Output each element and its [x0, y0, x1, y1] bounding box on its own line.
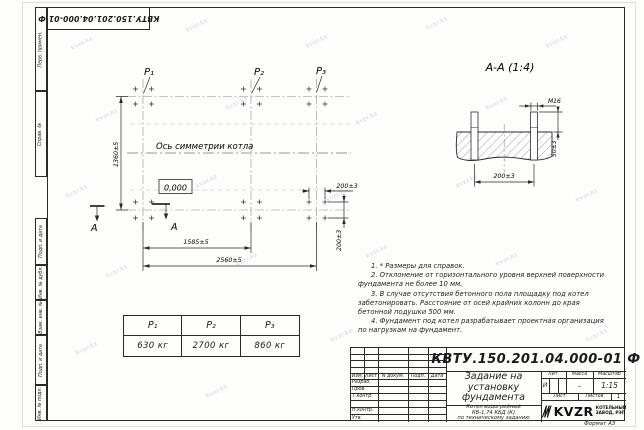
col-header-izm: Изм.	[351, 373, 364, 379]
title-line: Задание на	[464, 370, 523, 382]
company-logo	[541, 400, 626, 422]
load-table-header: P₁	[124, 316, 182, 336]
top-stamp: КВТУ.150.201.04.000-01 Ф	[47, 7, 150, 30]
spring-icon	[541, 404, 552, 419]
dim-1585: 1585±5	[183, 239, 209, 246]
section-view	[454, 61, 562, 190]
watermark-text: kvzr.kz	[424, 15, 449, 32]
watermark-text: kvzr.kz	[64, 183, 89, 200]
logo-sub-line: ЗАВОД, РЭП	[595, 410, 626, 415]
margin-field-inv-dubl: Инв. № дубл.	[35, 265, 47, 300]
dim-200-section: 200±3	[493, 173, 515, 180]
drawing-title	[446, 371, 541, 405]
margin-field-podp-data-1: Подп. и дата	[35, 218, 47, 265]
logo-text: KVZR	[553, 403, 594, 419]
watermark-text: kvzr.kz	[494, 251, 519, 268]
product-line: КВ-1,74 КБД (К)	[472, 409, 515, 416]
load-table-header: P₃	[241, 316, 299, 336]
watermark-text: kvzr.kz	[184, 17, 209, 34]
dim-2560: 2560±5	[216, 257, 242, 264]
mass-header: Масса	[571, 372, 588, 377]
anchor-bolt-right	[531, 112, 538, 160]
elevation-value: 0,000	[164, 183, 187, 193]
dim-1360: 1360±5	[113, 141, 120, 167]
row-label-prov: Пров.	[352, 387, 366, 392]
logo-subtitle	[596, 406, 627, 416]
note-item: 2. Отклонение от горизонтального уровня верхней поверхности фундамента не более 10 мм.	[358, 271, 605, 289]
col-header-data: Дата	[430, 373, 444, 379]
watermark-text: kvzr.kz	[204, 383, 229, 400]
watermark-text: kvzr.kz	[224, 95, 249, 112]
sheets-value: 1	[616, 393, 621, 400]
notes-list	[358, 262, 613, 336]
section-letter-left: А	[91, 223, 98, 234]
watermark-text: kvzr.kz	[484, 95, 509, 112]
sheet-label: Лист	[553, 394, 566, 399]
watermark-text: kvzr.kz	[544, 33, 569, 50]
watermark-text: kvzr.kz	[94, 107, 119, 124]
note-item: 1. * Размеры для справок.	[371, 262, 465, 270]
product-line: по техническому заданию	[457, 415, 530, 422]
row-label-razrab: Разраб.	[352, 380, 371, 385]
col-header-podp: Подп.	[410, 373, 426, 379]
load-table-value: 630 кг	[124, 336, 182, 356]
section-letter-right: А	[171, 222, 178, 233]
margin-field-vzam-inv: Взам. инв. №	[35, 300, 47, 335]
note-item: 4. Фундамент под котел разрабатывает проектная организация по нагрузкам на фундамент.	[358, 317, 604, 335]
lit-header: Лит.	[547, 372, 560, 377]
dim-50: 50±3	[551, 140, 558, 157]
anchor-bolt-left	[471, 112, 478, 160]
watermark-text: kvzr.kz	[194, 173, 219, 190]
product-name	[446, 405, 541, 422]
load-table	[123, 315, 300, 357]
watermark-text: kvzr.kz	[234, 251, 259, 268]
margin-field-podp-data-2: Подп. и дата	[35, 335, 47, 385]
watermark-text: kvzr.kz	[329, 327, 354, 344]
margin-field-inv-podl: Инв. № подл.	[35, 385, 47, 421]
col-header-ndokum: N докум.	[381, 373, 405, 379]
product-line: Котел водогрейный	[466, 403, 521, 410]
watermark-text: kvzr.kz	[364, 243, 389, 260]
logo-sub-line: КОТЕЛЬНЫЙ	[595, 405, 627, 411]
mass-value: –	[577, 381, 582, 390]
title-line: фундамента	[462, 392, 525, 404]
row-label-nkontr: Н.контр.	[352, 408, 374, 413]
scale-header: Масштаб	[598, 372, 621, 377]
load-table-value: 860 кг	[254, 341, 286, 351]
anchor-bolt-marks	[133, 87, 328, 221]
margin-field-perv-primen: Перв. примен.	[35, 7, 47, 91]
watermark-text: kvzr.kz	[104, 263, 129, 280]
load-table-header: P₂	[182, 316, 240, 336]
watermark-text: kvzr.kz	[74, 340, 99, 357]
note-item: 3. В случае отсутствия бетонного пола площадку под котел забетонировать. Расстояние от осей крайних колонн до края бетонной подушки 500 мм.	[358, 289, 589, 317]
watermark-text: kvzr.kz	[69, 35, 94, 52]
title-line: установку	[467, 381, 520, 393]
watermark-text: kvzr.kz	[454, 173, 479, 190]
watermark-text: kvzr.kz	[324, 187, 349, 204]
margin-field-sprav-n: Справ. №	[35, 91, 47, 177]
thread-label-m16: М16	[548, 98, 561, 105]
watermark-text: kvzr.kz	[574, 187, 599, 204]
watermark-text: kvzr.kz	[304, 33, 329, 50]
dim-200-vertical: 200±3	[336, 229, 343, 251]
watermark-text: kvzr.kz	[354, 110, 379, 127]
document-number: КВТУ.150.201.04.000-01 Ф	[431, 352, 641, 367]
format-note: Формат А3	[584, 421, 616, 427]
section-cut-marks	[90, 204, 170, 206]
row-label-utv: Утв.	[352, 415, 363, 421]
title-block	[350, 347, 641, 422]
watermark-text: kvzr.kz	[584, 327, 609, 344]
load-label-p2: P₂	[254, 67, 265, 78]
symmetry-axis-label: Ось симметрии котла	[156, 142, 254, 152]
lit-value: И	[542, 382, 548, 389]
plan-view	[90, 66, 358, 271]
load-label-p1: P₁	[144, 67, 155, 78]
load-table-value: 2700 кг	[182, 336, 240, 356]
row-label-tkontr: Т.контр.	[352, 394, 373, 399]
col-header-list: Лист	[364, 373, 378, 379]
load-label-p3: P₃	[316, 66, 327, 77]
scale-value: 1:15	[601, 381, 618, 390]
sheets-label: Листов	[585, 394, 604, 399]
dim-200-horizontal: 200±3	[336, 183, 358, 190]
section-title: А-А (1:4)	[485, 61, 535, 74]
